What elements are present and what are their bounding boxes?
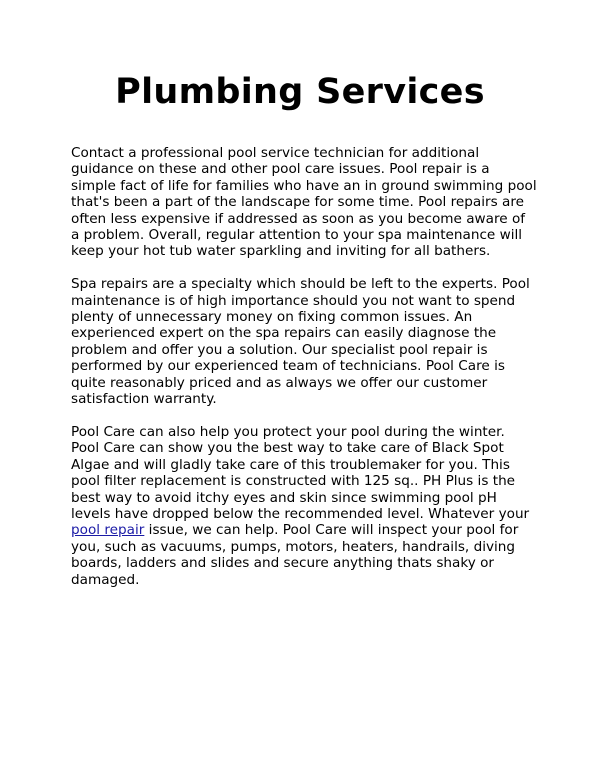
pool-repair-link[interactable]: pool repair bbox=[71, 522, 145, 539]
paragraph-3-text-before-link: Pool Care can also help you protect your pool during the winter. Pool Care can show you the best way to take care of Black Spot Algae and will gladly take care of this troublemaker for you. This pool filter replacement is constructed with 125 sq.. PH Plus is the best way to avoid itchy eyes and skin since swimming pool pH levels have dropped below the recommended level. Whatever your bbox=[71, 423, 530, 522]
page-title: Plumbing Services bbox=[115, 72, 485, 112]
document-body bbox=[71, 145, 537, 604]
paragraph-3 bbox=[71, 424, 537, 588]
paragraph-3-text-after-link: issue, we can help. Pool Care will inspect your pool for you, such as vacuums, pumps, motors, heaters, handrails, diving boards, ladders and slides and secure anything thats shaky or damaged. bbox=[71, 522, 519, 588]
paragraph-2: Spa repairs are a specialty which should be left to the experts. Pool maintenance is of high importance should you not want to spend plenty of unnecessary money on fixing common issues. An experienced expert on the spa repairs can easily diagnose the problem and offer you a solution. Our specialist pool repair is performed by our experienced team of technicians. Pool Care is quite reasonably priced and as always we offer our customer satisfaction warranty. bbox=[71, 276, 530, 408]
paragraph-1: Contact a professional pool service technician for additional guidance on these and other pool care issues. Pool repair is a simple fact of life for families who have an in ground swimming pool that's been a part of the landscape for some time. Pool repairs are often less expensive if addressed as soon as you become aware of a problem. Overall, regular attention to your spa maintenance will keep your hot tub water sparkling and inviting for all bathers. bbox=[71, 145, 537, 260]
